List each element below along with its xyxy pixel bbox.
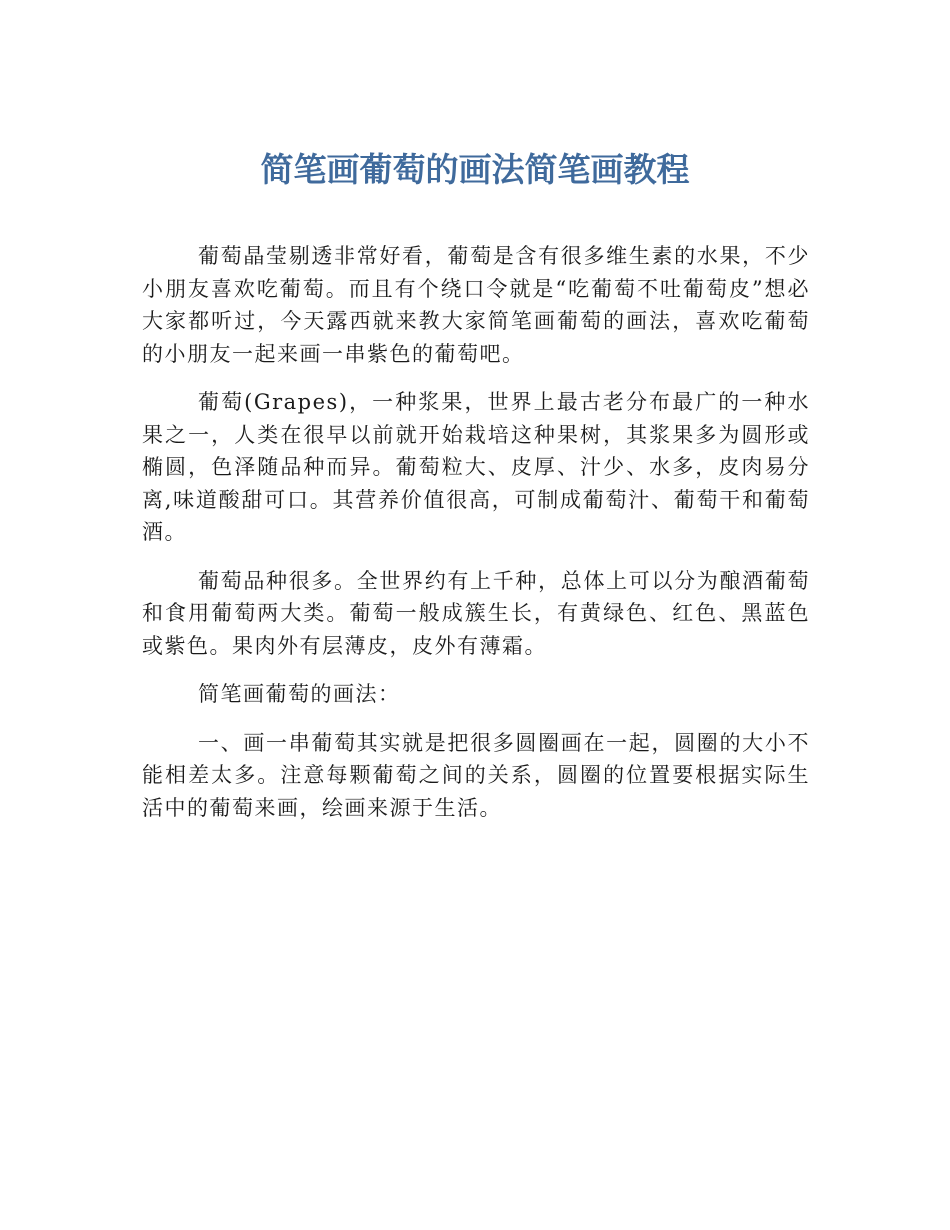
- paragraph-grapes-description: 葡萄(Grapes)，一种浆果，世界上最古老分布最广的一种水果之一，人类在很早以前就开始栽培这种果树，其浆果多为圆形或椭圆，色泽随品种而异。葡萄粒大、皮厚、汁少、水多，皮肉易分离,味道酸甜可口。其营养价值很高，可制成葡萄汁、葡萄干和葡萄酒。: [142, 390, 810, 544]
- paragraph-method-heading: 简笔画葡萄的画法：: [198, 682, 401, 706]
- document-body: [142, 240, 810, 840]
- document-title: 简笔画葡萄的画法简笔画教程: [260, 150, 690, 189]
- paragraph-grape-varieties: 葡萄品种很多。全世界约有上千种，总体上可以分为酿酒葡萄和食用葡萄两大类。葡萄一般成簇生长，有黄绿色、红色、黑蓝色或紫色。果肉外有层薄皮，皮外有薄霜。: [142, 568, 810, 658]
- paragraph-step-one: 一、画一串葡萄其实就是把很多圆圈画在一起，圆圈的大小不能相差太多。注意每颗葡萄之间的关系，圆圈的位置要根据实际生活中的葡萄来画，绘画来源于生活。: [142, 730, 810, 820]
- paragraph-intro: 葡萄晶莹剔透非常好看，葡萄是含有很多维生素的水果，不少小朋友喜欢吃葡萄。而且有个绕口令就是“吃葡萄不吐葡萄皮”想必大家都听过，今天露西就来教大家简笔画葡萄的画法，喜欢吃葡萄的小朋友一起来画一串紫色的葡萄吧。: [142, 244, 810, 366]
